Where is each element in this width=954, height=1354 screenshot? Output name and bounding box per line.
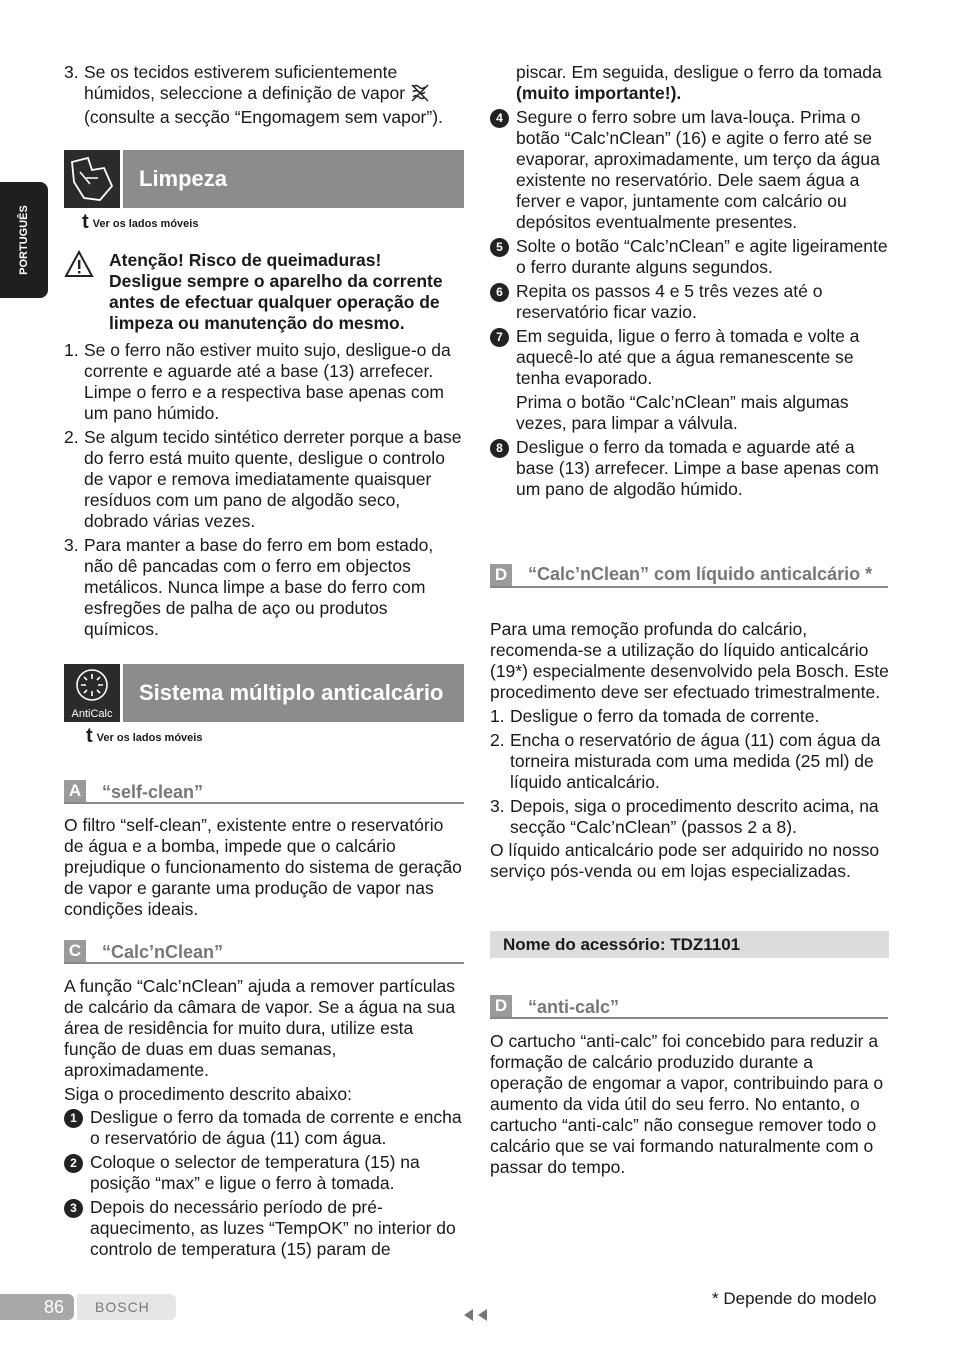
anti-calc-heading: D “anti-calc”	[490, 995, 888, 1019]
step-item: 1 Desligue o ferro da tomada de corrente e encha o reservatório de água (11) com água.	[64, 1107, 464, 1149]
warning-text: Desligue sempre o aparelho da corrente antes de efectuar qualquer operação de limpeza ou manutenção do mesmo.	[109, 271, 443, 333]
step-item: 2 Coloque o selector de temperatura (15) na posição “max” e ligue o ferro à tomada.	[64, 1152, 464, 1194]
liquid-after-text: O líquido anticalcário pode ser adquirido no nosso serviço pós-venda ou em lojas especializadas.	[490, 840, 880, 881]
anticalc-banner	[64, 664, 464, 722]
warning-icon	[64, 250, 109, 334]
step3-continuation: piscar. Em seguida, desligue o ferro da tomada (muito importante!).	[516, 62, 882, 103]
step-item: 5 Solte o botão “Calc’nClean” e agite ligeiramente o ferro durante alguns segundos.	[490, 236, 890, 278]
pointer-icon: t	[82, 211, 89, 233]
language-side-tab	[0, 182, 48, 298]
list-item: 3. Depois, siga o procedimento descrito acima, na secção “Calc’nClean” (passos 2 a 8).	[490, 796, 879, 837]
limpeza-list	[64, 340, 464, 640]
page-number: 86	[43, 1297, 64, 1317]
calcnclean-intro: Siga o procedimento descrito abaixo:	[64, 1084, 352, 1104]
calcnclean-heading: C “Calc’nClean”	[64, 940, 464, 964]
limpeza-banner	[64, 150, 464, 208]
steam-off-icon	[410, 84, 430, 107]
brand-label: BOSCH	[95, 1299, 150, 1315]
hand-cleaning-icon	[64, 150, 120, 208]
warning-title: Atenção! Risco de queimaduras!	[109, 250, 382, 270]
limpeza-note: t Ver os lados móveis	[82, 211, 199, 233]
anticalc-icon-label: AntiCalc	[71, 708, 113, 720]
step-item: 3 Depois do necessário período de pré-aquecimento, as luzes “TempOK” no interior do controlo de temperatura (15) param de	[64, 1197, 464, 1260]
warning-block	[64, 250, 464, 334]
step7-extra: Prima o botão “Calc’nClean” mais algumas vezes, para limpar a válvula.	[516, 392, 849, 433]
accessory-bar	[490, 931, 889, 958]
anticalc-icon	[64, 664, 120, 722]
calcnclean-text: A função “Calc’nClean” ajuda a remover partículas de calcário da câmara de vapor. Se a água na sua área de residência for muito dura, utilize esta função de duas em duas semanas, aproximadamente.	[64, 976, 456, 1080]
accessory-name: Nome do acessório: TDZ1101	[503, 935, 741, 954]
list-item: 1. Desligue o ferro da tomada de corrente.	[490, 706, 820, 726]
step-item: 7 Em seguida, ligue o ferro à tomada e volte a aquecê-lo até que a água remanescente se tenha evaporado.	[490, 326, 890, 389]
step-item: 8 Desligue o ferro da tomada e aguarde até a base (13) arrefecer. Limpe a base apenas com um pano de algodão húmido.	[490, 437, 890, 500]
footnote: * Depende do modelo	[712, 1289, 877, 1308]
nav-back-icon[interactable]	[462, 1308, 490, 1327]
liquid-text: Para uma remoção profunda do calcário, recomenda-se a utilização do líquido anticalcário (19*) especialmente desenvolvido pela Bosch. Este procedimento deve ser efectuado trimestralmente.	[490, 619, 889, 702]
anticalc-note: t Ver os lados móveis	[86, 725, 203, 747]
page-number-box	[0, 1294, 74, 1320]
list-item: 2. Encha o reservatório de água (11) com água da torneira misturada com uma medida (25 ml) de líquido anticalcário.	[490, 730, 881, 792]
self-clean-heading: A “self-clean”	[64, 780, 464, 804]
brand-box	[77, 1294, 176, 1320]
anticalc-title: Sistema múltiplo anticalcário	[123, 664, 464, 722]
anti-calc-text: O cartucho “anti-calc” foi concebido para reduzir a formação de calcário produzido durante a operação de engomar a vapor, contribuindo para o aumento da vida útil do seu ferro. No entanto, o cartucho “anti-calc” não consegue remover todo o calcário que se vai formando naturalmente com o passar do tempo.	[490, 1031, 884, 1177]
language-label: PORTUGUÊS	[18, 205, 30, 275]
list-item: 2. Se algum tecido sintético derreter porque a base do ferro está muito quente, desligue o controlo de vapor e remova imediatamente quaisquer resíduos com um pano de algodão seco, dobrado várias vezes.	[64, 427, 462, 531]
step-item: 6 Repita os passos 4 e 5 três vezes até o reservatório ficar vazio.	[490, 281, 890, 323]
list-item: 1. Se o ferro não estiver muito sujo, desligue-o da corrente e aguarde até a base (13) arrefecer. Limpe o ferro e a respectiva base apenas com um pano húmido.	[64, 340, 451, 423]
intro-list-item: 3. Se os tecidos estiverem suficientemente húmidos, seleccione a definição de vapor (consulte a secção “Engomagem sem vapor”).	[64, 62, 443, 127]
liquid-heading: D “Calc’nClean” com líquido anticalcário *	[490, 563, 888, 588]
limpeza-title: Limpeza	[123, 150, 464, 208]
self-clean-text: O filtro “self-clean”, existente entre o reservatório de água e a bomba, impede que o calcário prejudique o funcionamento do sistema de geração de vapor e garante uma produção de vapor nas condições ideais.	[64, 815, 462, 919]
pointer-icon: t	[86, 725, 93, 747]
step-item: 4 Segure o ferro sobre um lava-louça. Prima o botão “Calc’nClean” (16) e agite o ferro até se evaporar, aproximadamente, um terço da água existente no reservatório. Dele saem água a ferver e vapor, juntamente com calcário ou depósitos eventualmente presentes.	[490, 107, 890, 233]
list-item: 3. Para manter a base do ferro em bom estado, não dê pancadas com o ferro em objectos metálicos. Nunca limpe a base do ferro com esfregões de palha de aço ou produtos químicos.	[64, 535, 434, 639]
